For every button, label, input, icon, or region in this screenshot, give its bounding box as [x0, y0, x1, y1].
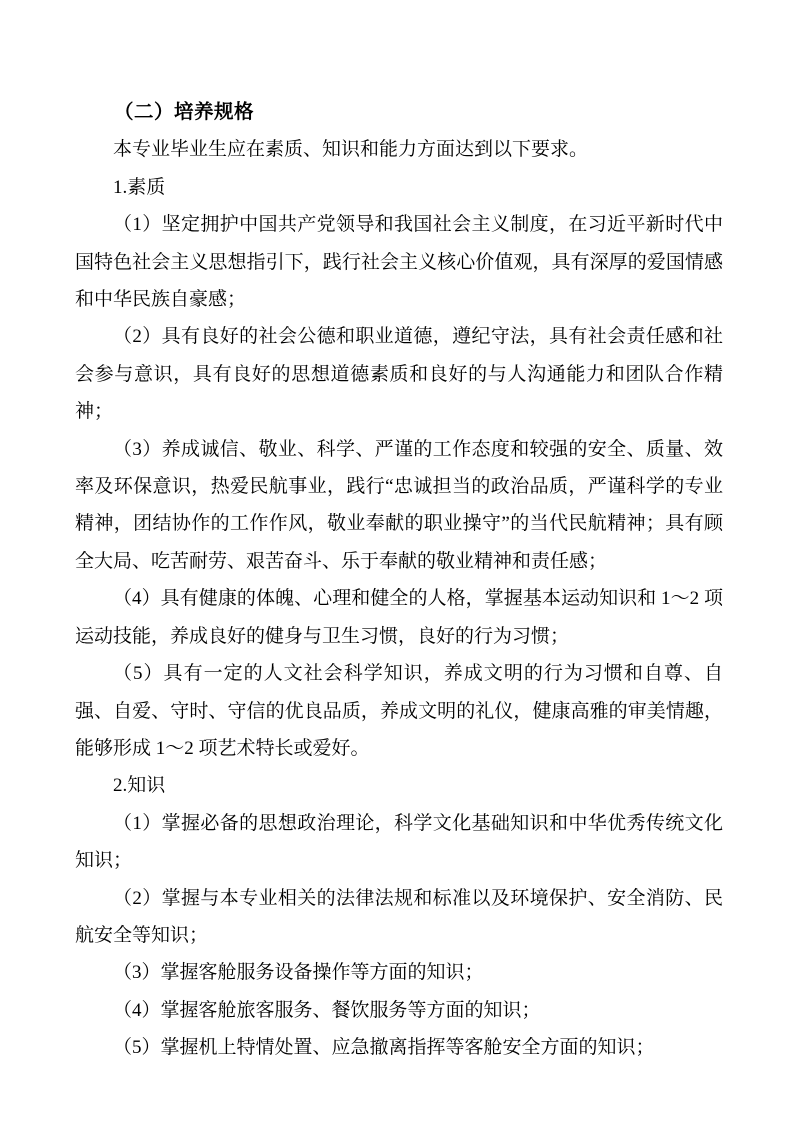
quality-item-1: （1）坚定拥护中国共产党领导和我国社会主义制度，在习近平新时代中国特色社会主义思想指引下，践行社会主义核心价值观，具有深厚的爱国情感和中华民族自豪感；	[75, 214, 723, 311]
document-body	[75, 94, 723, 1067]
subsection-heading-quality: 1.素质	[113, 176, 166, 198]
quality-item-4: （4）具有健康的体魄、心理和健全的人格，掌握基本运动知识和 1～2 项运动技能，养成良好的健身与卫生习惯，良好的行为习惯；	[75, 588, 723, 647]
quality-item-3: （3）养成诚信、敬业、科学、严谨的工作态度和较强的安全、质量、效率及环保意识，热爱民航事业，践行“忠诚担当的政治品质，严谨科学的专业精神，团结协作的工作作风，敬业奉献的职业操守”的当代民航精神；具有顾全大局、吃苦耐劳、艰苦奋斗、乐于奉献的敬业精神和责任感；	[75, 438, 723, 572]
knowledge-item-5: （5）掌握机上特情处置、应急撤离指挥等客舱安全方面的知识；	[113, 1037, 655, 1059]
subsection-heading-knowledge: 2.知识	[113, 775, 166, 797]
paragraph-intro: 本专业毕业生应在素质、知识和能力方面达到以下要求。	[113, 139, 589, 161]
knowledge-item-2: （2）掌握与本专业相关的法律法规和标准以及环境保护、安全消防、民航安全等知识；	[75, 887, 723, 946]
quality-item-5: （5）具有一定的人文社会科学知识，养成文明的行为习惯和自尊、自强、自爱、守时、守信的优良品质，养成文明的礼仪，健康高雅的审美情趣，能够形成 1～2 项艺术特长或爱好。	[75, 663, 723, 759]
knowledge-item-4: （4）掌握客舱旅客服务、餐饮服务等方面的知识；	[113, 999, 541, 1021]
quality-item-2: （2）具有良好的社会公德和职业道德，遵纪守法，具有社会责任感和社会参与意识，具有良好的思想道德素质和良好的与人沟通能力和团队合作精神；	[75, 326, 723, 423]
section-heading-training-specs: （二）培养规格	[114, 101, 255, 123]
knowledge-item-1: （1）掌握必备的思想政治理论，科学文化基础知识和中华优秀传统文化知识；	[75, 812, 723, 872]
knowledge-item-3: （3）掌握客舱服务设备操作等方面的知识；	[113, 962, 484, 984]
